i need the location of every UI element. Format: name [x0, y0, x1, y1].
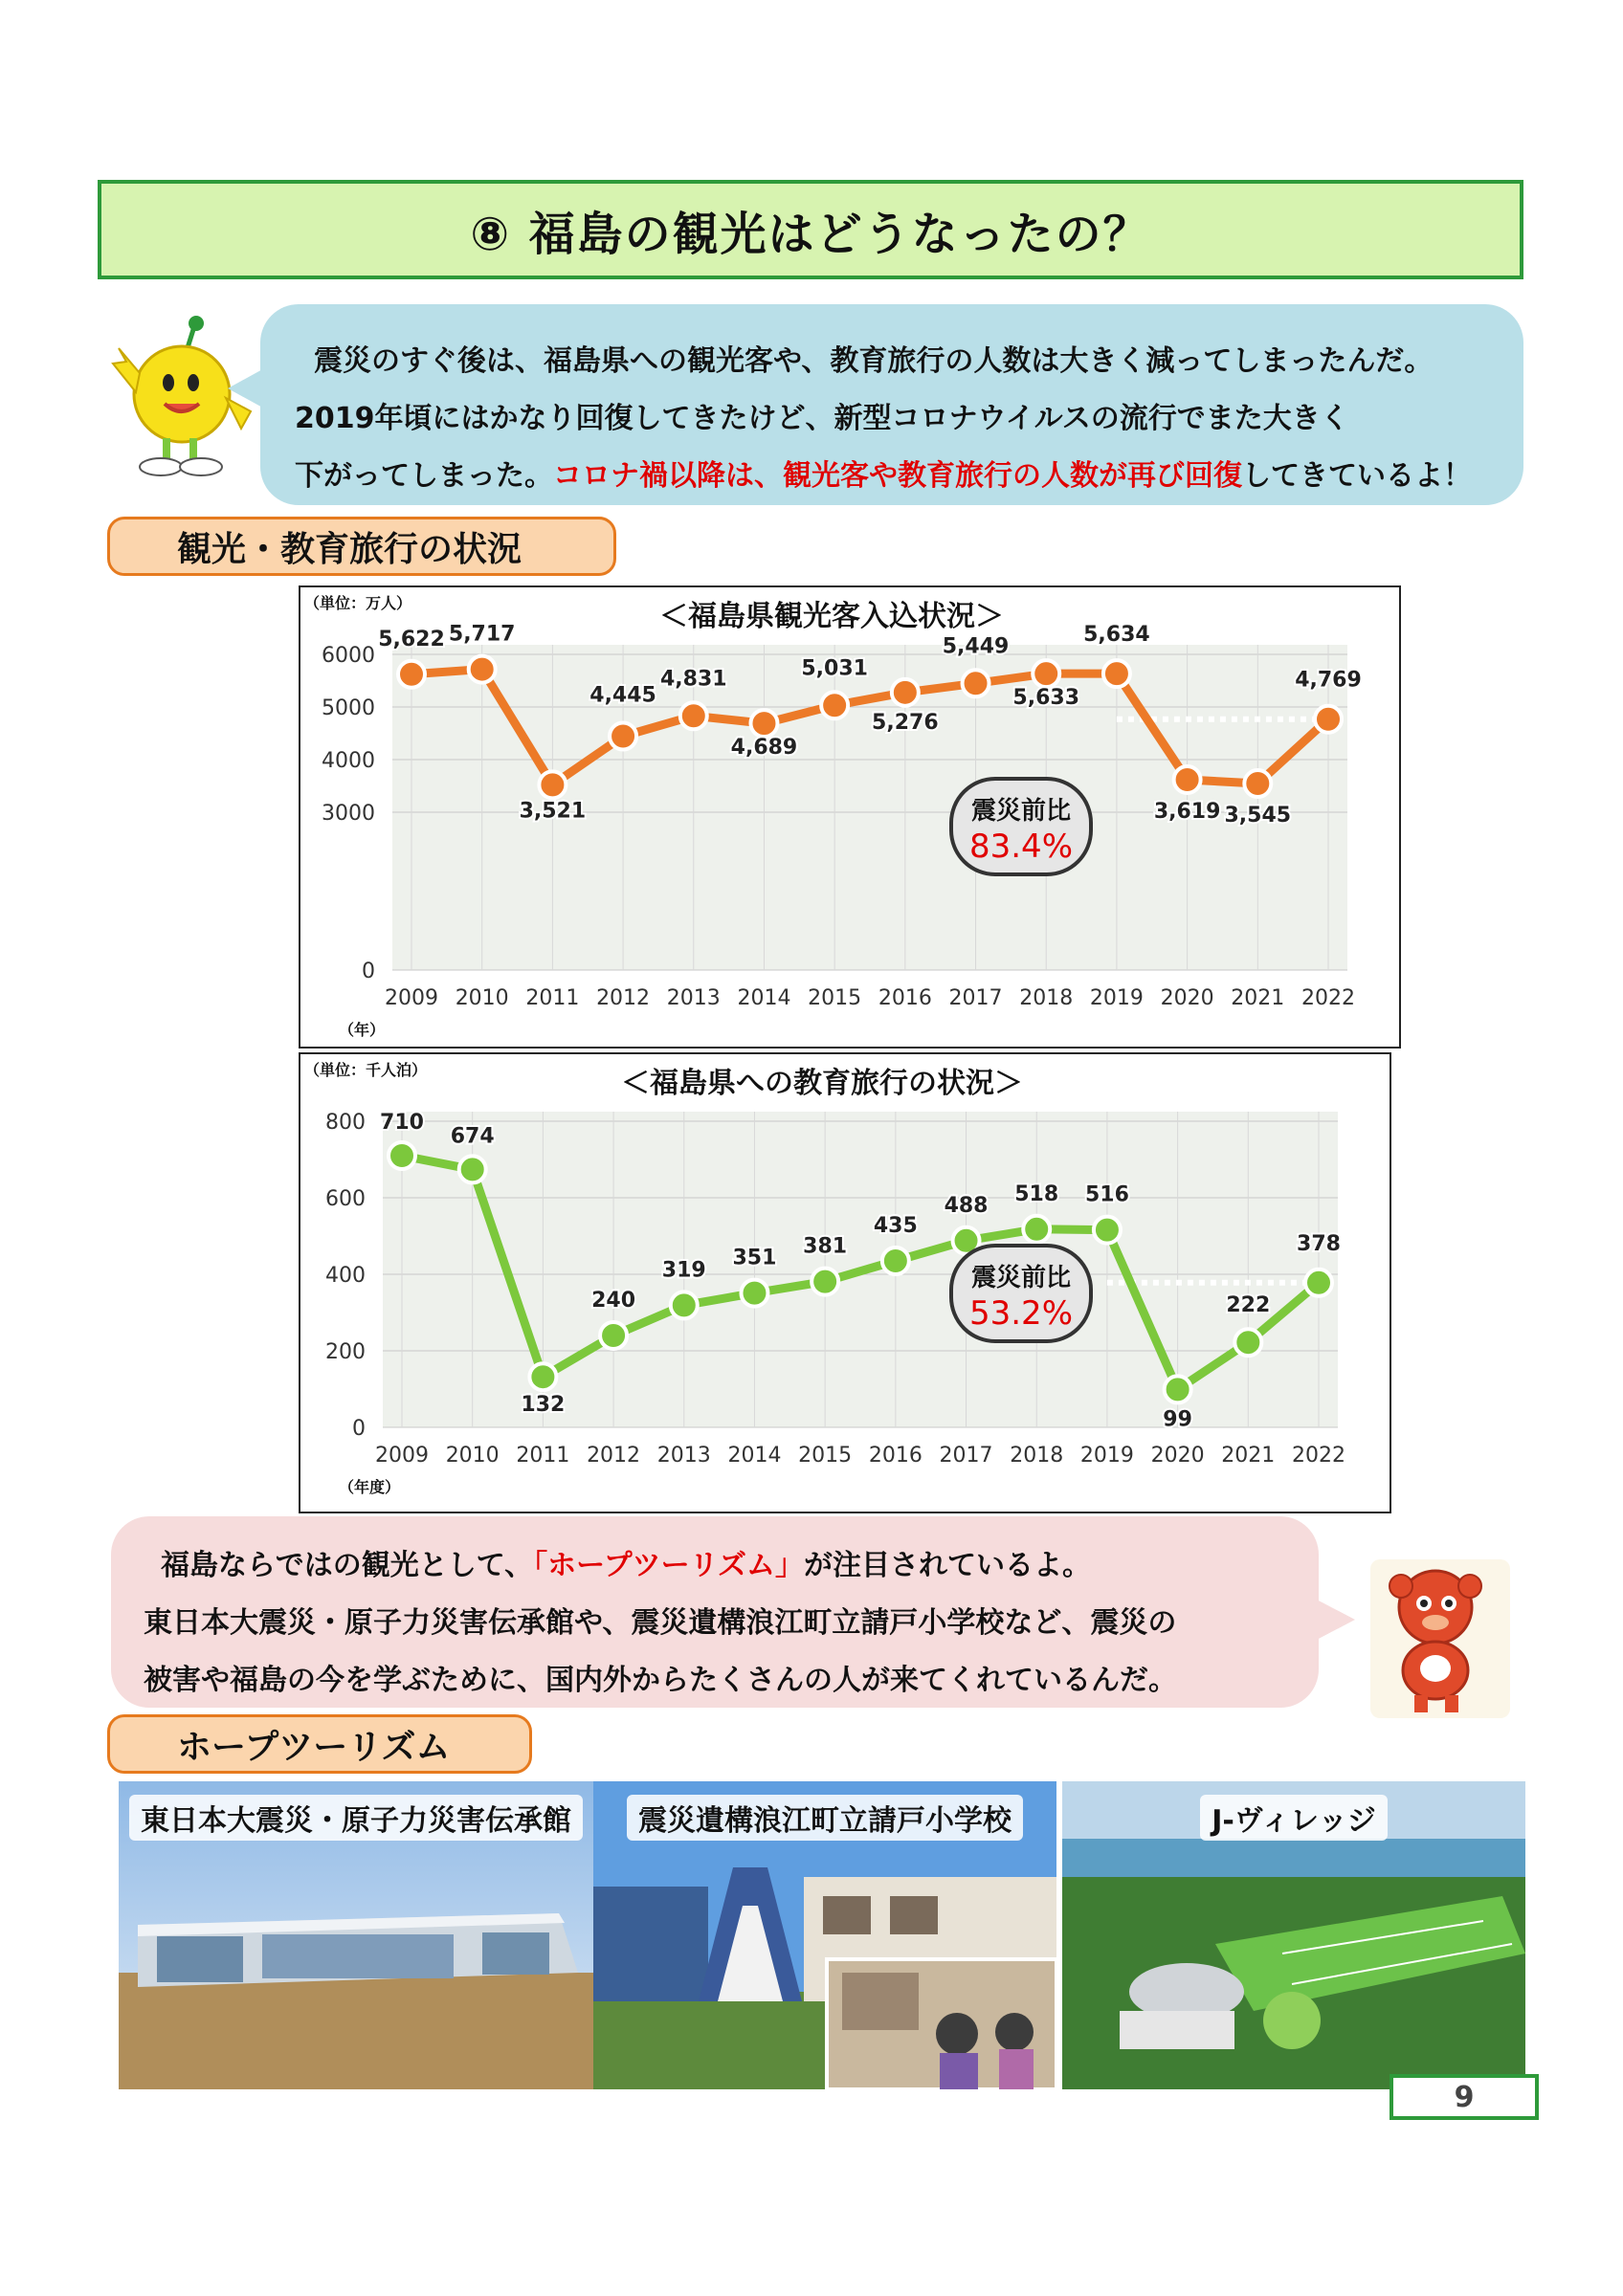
- chart-xtick-label: 2020: [1160, 986, 1214, 1010]
- chart-data-label: 3,619: [1153, 799, 1221, 824]
- chart-xtick-label: 2016: [868, 1444, 923, 1468]
- chart-xtick-label: 2021: [1221, 1444, 1276, 1468]
- chart-xtick-label: 2020: [1150, 1444, 1205, 1468]
- chart-xtick-label: 2009: [375, 1444, 429, 1468]
- chart-data-point: [398, 661, 425, 688]
- chart-xtick-label: 2011: [525, 986, 580, 1010]
- chart-badge-label: 震災前比: [970, 1264, 1072, 1292]
- chart-xtick-label: 2012: [596, 986, 651, 1010]
- intro-line-3-highlight: コロナ禍以降は、観光客や教育旅行の人数が再び回復: [553, 459, 1242, 493]
- photo-ukedo-school: [593, 1781, 1056, 2089]
- chart-data-point: [812, 1269, 838, 1295]
- bubble2-highlight: 「ホープツーリズム」: [533, 1549, 805, 1582]
- chart-data-point: [963, 670, 989, 696]
- chart-data-label: 4,689: [730, 736, 798, 761]
- page-title: [98, 180, 1523, 279]
- chart-unit-label: （単位：万人）: [304, 594, 412, 612]
- chart-data-label: 710: [380, 1111, 424, 1135]
- chart-data-label: 381: [803, 1234, 848, 1259]
- chart-title: ＜福島県観光客入込状況＞: [659, 600, 1004, 633]
- bubble2-line-1a: 福島ならではの観光として、: [161, 1549, 534, 1582]
- chart-data-point: [1165, 1376, 1191, 1402]
- chart-data-label: 5,276: [872, 710, 939, 735]
- chart-data-label: 5,634: [1083, 623, 1150, 648]
- chart-title: ＜福島県への教育旅行の状況＞: [621, 1067, 1023, 1100]
- chart-ytick-label: 4000: [322, 749, 375, 773]
- chart-data-point: [529, 1363, 556, 1390]
- chart-data-point: [539, 771, 566, 798]
- chart-unit-label: （単位：千人泊）: [304, 1061, 428, 1079]
- chart-xlabel: （年度）: [339, 1478, 401, 1496]
- chart-data-point: [1315, 706, 1342, 733]
- chart-data-label: 488: [944, 1193, 989, 1218]
- chart-ytick-label: 6000: [322, 644, 375, 668]
- intro-line-3: [295, 452, 1472, 494]
- photo-memorial-museum: [119, 1781, 593, 2089]
- chart-badge-value: 53.2%: [968, 1294, 1074, 1333]
- chart-data-label: 378: [1297, 1231, 1341, 1256]
- chart-data-label: 240: [591, 1289, 636, 1313]
- chart-data-point: [389, 1142, 415, 1169]
- chart-data-point: [882, 1247, 909, 1274]
- chart-data-label: 3,545: [1224, 804, 1292, 828]
- chart-xtick-label: 2021: [1231, 986, 1285, 1010]
- chart-xtick-label: 2019: [1079, 1444, 1134, 1468]
- section-tab-hope-tourism-label: ホープツーリズム: [177, 1727, 451, 1767]
- chart-xtick-label: 2022: [1292, 1444, 1345, 1468]
- chart-data-point: [469, 656, 496, 683]
- chart-data-point: [1094, 1217, 1121, 1244]
- page-number: [1390, 2074, 1539, 2120]
- section-tab-status: [107, 517, 616, 576]
- chart-ytick-label: 800: [325, 1111, 366, 1135]
- chart-xtick-label: 2013: [656, 1444, 711, 1468]
- mascot-red-icon: [1368, 1557, 1512, 1720]
- chart-data-label: 516: [1084, 1182, 1129, 1207]
- education-trip-chart: [299, 1052, 1391, 1513]
- tourism-chart-svg: [300, 587, 1401, 1049]
- chart-ytick-label: 3000: [322, 802, 375, 826]
- chart-xtick-label: 2009: [385, 986, 438, 1010]
- chart-badge-value: 83.4%: [968, 828, 1074, 866]
- chart-xtick-label: 2017: [948, 986, 1003, 1010]
- page-number-text: 9: [1454, 2080, 1475, 2114]
- intro-line-3a: 下がってしまった。: [295, 459, 553, 493]
- bubble2-line-1c: が注目されているよ。: [804, 1549, 1092, 1582]
- chart-data-point: [680, 702, 707, 729]
- chart-xtick-label: 2014: [727, 1444, 782, 1468]
- intro-line-3c: してきているよ！: [1242, 459, 1472, 493]
- chart-data-label: 4,769: [1295, 668, 1362, 693]
- chart-xlabel: （年）: [339, 1021, 386, 1039]
- chart-data-point: [671, 1292, 698, 1318]
- chart-ytick-label: 200: [325, 1340, 366, 1364]
- chart-data-point: [1103, 660, 1130, 687]
- chart-data-label: 674: [450, 1124, 495, 1149]
- chart-data-label: 4,445: [589, 683, 656, 708]
- photo-caption-ukedo-school: 震災遺構浪江町立請戸小学校: [627, 1795, 1023, 1841]
- photo-caption-memorial-museum: 東日本大震災・原子力災害伝承館: [129, 1795, 583, 1841]
- tourism-chart: [299, 585, 1401, 1049]
- chart-data-label: 4,831: [659, 667, 727, 692]
- chart-xtick-label: 2022: [1301, 986, 1355, 1010]
- chart-data-label: 5,633: [1012, 686, 1080, 711]
- chart-xtick-label: 2010: [445, 1444, 500, 1468]
- chart-data-label: 518: [1014, 1181, 1059, 1206]
- chart-xtick-label: 2013: [666, 986, 721, 1010]
- chart-data-label: 99: [1163, 1407, 1192, 1432]
- chart-xtick-label: 2018: [1010, 1444, 1064, 1468]
- chart-ytick-label: 5000: [322, 696, 375, 720]
- chart-badge-label: 震災前比: [970, 797, 1072, 826]
- chart-xtick-label: 2019: [1089, 986, 1144, 1010]
- chart-data-point: [1244, 770, 1271, 797]
- chart-data-label: 5,449: [942, 634, 1010, 659]
- photo-j-village: [1062, 1781, 1525, 2089]
- chart-data-label: 132: [521, 1393, 566, 1418]
- chart-data-point: [1174, 766, 1201, 793]
- chart-xtick-label: 2011: [516, 1444, 570, 1468]
- chart-xtick-label: 2017: [939, 1444, 993, 1468]
- chart-data-point: [750, 710, 777, 737]
- chart-data-label: 5,031: [801, 656, 868, 681]
- page-title-text: ⑧ 福島の観光はどうなったの？: [470, 207, 1151, 261]
- chart-data-point: [821, 692, 848, 718]
- chart-data-point: [1033, 660, 1059, 687]
- bubble2-line-1: [161, 1541, 1091, 1583]
- chart-data-point: [600, 1322, 627, 1349]
- section-tab-status-label: 観光・教育旅行の状況: [177, 529, 522, 569]
- chart-data-point: [459, 1156, 486, 1182]
- chart-data-label: 3,521: [519, 799, 587, 824]
- bubble2-line-2: 東日本大震災・原子力災害伝承館や、震災遺構浪江町立請戸小学校など、震災の: [144, 1606, 1177, 1640]
- chart-xtick-label: 2015: [808, 986, 862, 1010]
- chart-data-point: [1305, 1269, 1332, 1296]
- chart-data-label: 351: [732, 1246, 777, 1270]
- chart-xtick-label: 2010: [455, 986, 509, 1010]
- chart-ytick-label: 400: [325, 1264, 366, 1288]
- chart-data-point: [610, 723, 636, 750]
- photo-caption-j-village: J-ヴィレッジ: [1200, 1795, 1388, 1841]
- chart-xtick-label: 2016: [878, 986, 932, 1010]
- chart-data-label: 319: [661, 1258, 706, 1283]
- intro-line-1: 震災のすぐ後は、福島県への観光客や、教育旅行の人数は大きく減ってしまったんだ。: [314, 344, 1434, 378]
- chart-data-point: [741, 1280, 767, 1307]
- chart-data-label: 222: [1226, 1293, 1271, 1318]
- chart-data-label: 5,717: [448, 622, 516, 647]
- chart-data-point: [892, 679, 919, 706]
- chart-xtick-label: 2014: [737, 986, 791, 1010]
- chart-data-point: [1023, 1216, 1050, 1243]
- education-trip-chart-svg: [300, 1054, 1391, 1513]
- chart-data-point: [1234, 1329, 1261, 1356]
- chart-ytick-label: 0: [362, 960, 375, 983]
- chart-xtick-label: 2015: [798, 1444, 853, 1468]
- chart-xtick-label: 2012: [587, 1444, 641, 1468]
- intro-line-2: 2019年頃にはかなり回復してきたけど、新型コロナウイルスの流行でまた大きく: [295, 402, 1349, 435]
- chart-xtick-label: 2018: [1019, 986, 1074, 1010]
- intro-speech-bubble: [260, 304, 1523, 505]
- chart-ytick-label: 600: [325, 1187, 366, 1211]
- hope-tourism-speech-bubble: [111, 1516, 1319, 1708]
- section-tab-hope-tourism: [107, 1714, 532, 1774]
- bubble2-line-3: 被害や福島の今を学ぶために、国内外からたくさんの人が来てくれているんだ。: [144, 1664, 1177, 1697]
- chart-data-label: 5,622: [378, 627, 445, 651]
- chart-data-label: 435: [873, 1214, 918, 1238]
- chart-ytick-label: 0: [352, 1417, 366, 1441]
